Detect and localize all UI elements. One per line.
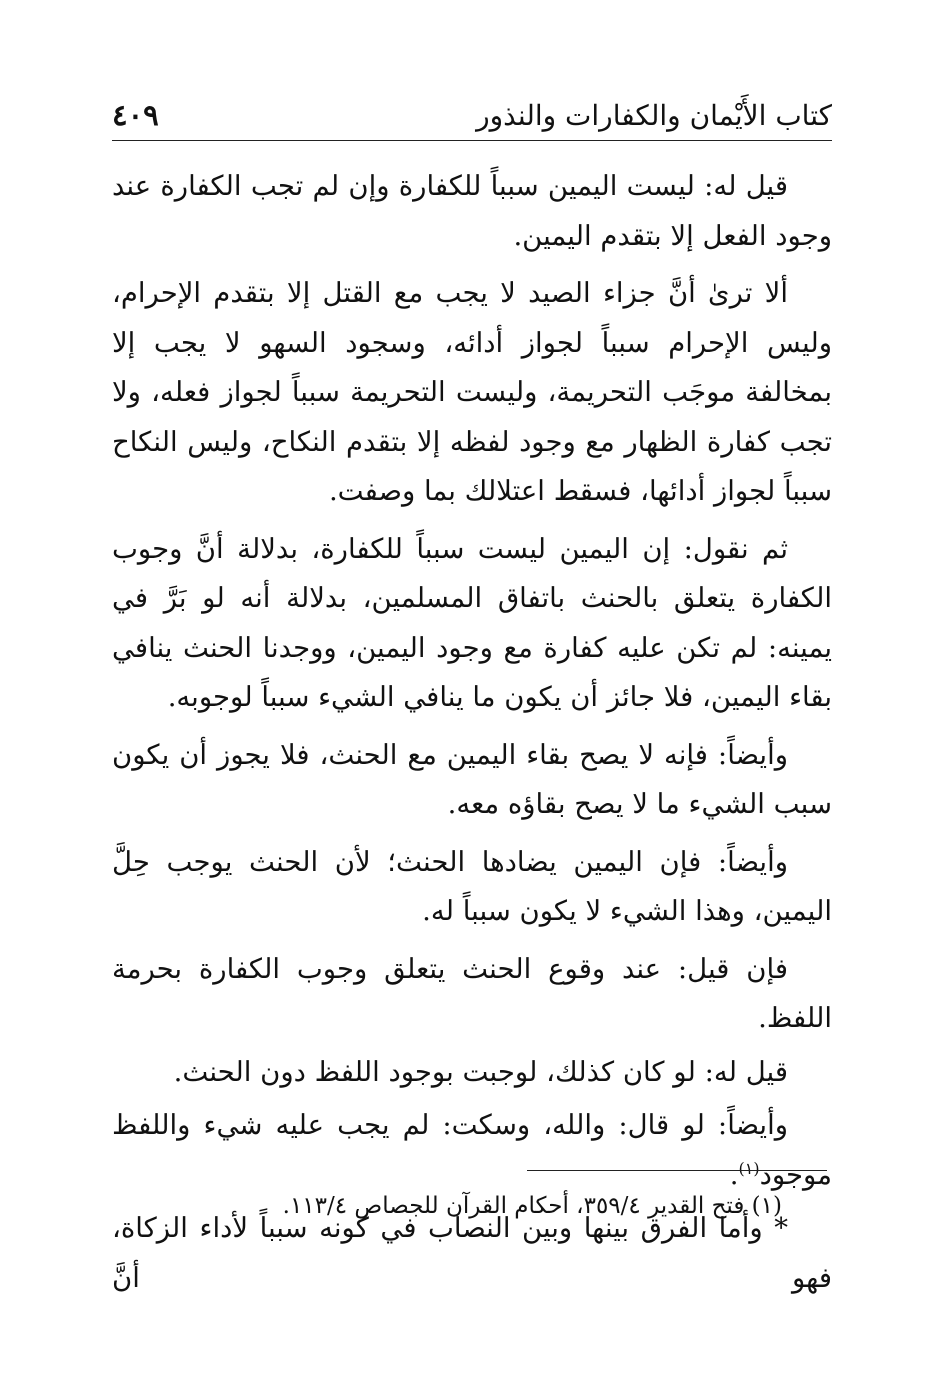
footnote-1: (١) فتح القدير ٣٥٩/٤، أحكام القرآن للجصاص ١١٣/٤. bbox=[282, 1193, 782, 1219]
running-title: كتاب الأَيْمان والكفارات والنذور bbox=[476, 99, 832, 132]
paragraph-8-end: . bbox=[729, 1158, 739, 1191]
paragraph-9: * وأما الفرق بينها وبين النصاب في كونه سبباً لأداء الزكاة، فهو أنَّ bbox=[112, 1212, 832, 1294]
footnote-reference: (١) bbox=[738, 1158, 760, 1178]
paragraph-2: ألا ترىٰ أنَّ جزاء الصيد لا يجب مع القتل إلا بتقدم الإحرام، وليس الإحرام سبباً لجواز أدائه، وسجود السهو لا يجب إلا بمخالفة موجَب التحريمة، وليست التحريمة سبباً لجواز فعله، ولا تجب كفارة الظهار مع وجود لفظه إلا بتقدم النكاح، وليس النكاح سبباً لجواز أدائها، فسقط اعتلالك بما وصفت. bbox=[112, 277, 832, 507]
paragraph-4: وأيضاً: فإنه لا يصح بقاء اليمين مع الحنث، فلا يجوز أن يكون سبب الشيء ما لا يصح بقاؤه معه. bbox=[112, 738, 832, 820]
running-header bbox=[112, 92, 832, 141]
paragraph-3: ثم نقول: إن اليمين ليست سبباً للكفارة، بدلالة أنَّ وجوب الكفارة يتعلق بالحنث باتفاق المسلمين، بدلالة أنه لو بَرَّ في يمينه: لم تكن عليه كفارة مع وجود اليمين، ووجدنا الحنث ينافي بقاء اليمين، فلا جائز أن يكون ما ينافي الشيء سبباً لوجوبه. bbox=[112, 532, 832, 713]
footnote-divider bbox=[527, 1170, 827, 1171]
paragraph-8 bbox=[112, 1101, 832, 1200]
paragraph-1: قيل له: ليست اليمين سبباً للكفارة وإن لم تجب الكفارة عند وجود الفعل إلا بتقدم اليمين. bbox=[112, 170, 832, 252]
paragraph-5: وأيضاً: فإن اليمين يضادها الحنث؛ لأن الحنث يوجب حِلَّ اليمين، وهذا الشيء لا يكون سبباً له. bbox=[112, 845, 832, 927]
paragraph-6: فإن قيل: عند وقوع الحنث يتعلق وجوب الكفارة بحرمة اللفظ. bbox=[112, 952, 832, 1034]
page-number: ٤٠٩ bbox=[112, 98, 159, 132]
main-text bbox=[112, 162, 832, 1303]
paragraph-8-text: وأيضاً: لو قال: والله، وسكت: لم يجب عليه شيء واللفظ موجود bbox=[112, 1109, 832, 1191]
paragraph-7: قيل له: لو كان كذلك، لوجبت بوجود اللفظ دون الحنث. bbox=[173, 1055, 788, 1088]
